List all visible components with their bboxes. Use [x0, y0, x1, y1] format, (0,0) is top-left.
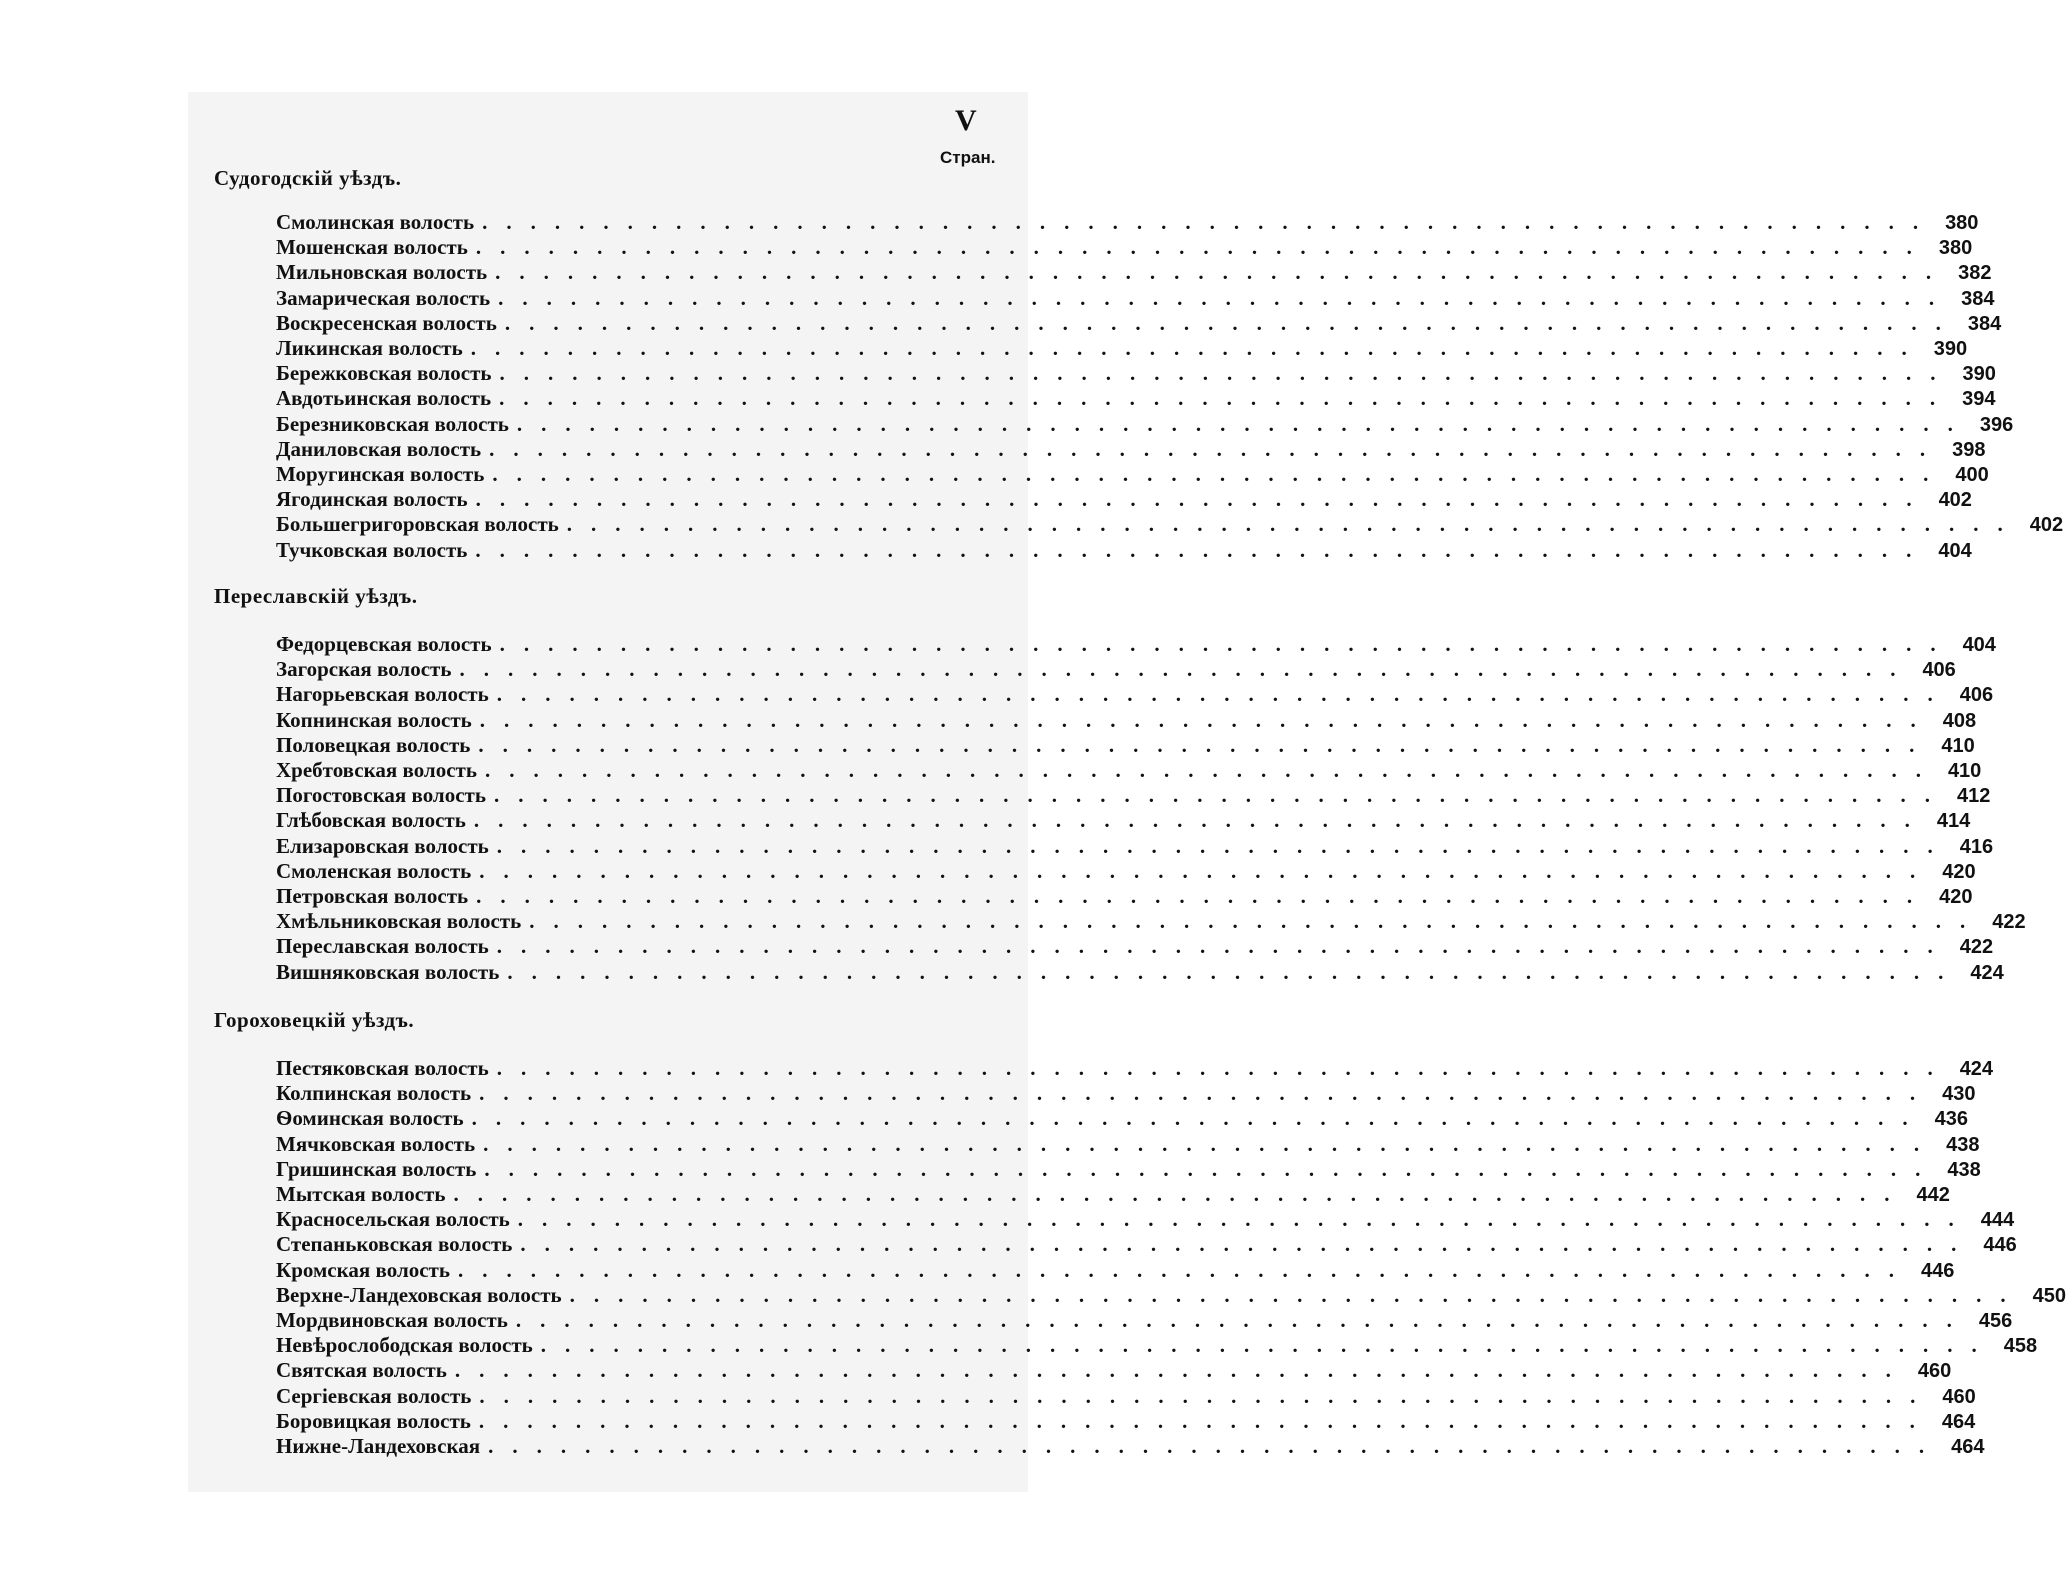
entry-page: 436	[1934, 1108, 1968, 1131]
toc-entry	[276, 1358, 1952, 1384]
toc-entry	[276, 310, 2002, 337]
leader-dots: ............................................................	[489, 436, 1945, 461]
entry-page: 402	[2029, 514, 2064, 537]
entry-page: 390	[1962, 363, 1996, 386]
entry-page: 420	[1942, 860, 1976, 883]
leader-dots: ............................................................	[483, 1131, 1939, 1156]
entry-name: Пестяковская волость	[276, 1056, 489, 1080]
entry-name: Ягодинская волость	[276, 487, 468, 512]
toc-entry	[276, 1257, 1955, 1284]
entry-name: Воскресенская волость	[276, 310, 497, 335]
leader-dots: ............................................................	[482, 210, 1938, 234]
entry-page: 406	[1922, 659, 1956, 682]
leader-dots: ............................................................	[479, 707, 1935, 732]
entry-name: Глѣбовская волость	[276, 808, 466, 833]
entry-name: Мордвиновская волость	[276, 1308, 508, 1332]
entry-name: Святская волость	[276, 1358, 447, 1383]
leader-dots: ............................................................	[496, 934, 1952, 959]
leader-dots: ............................................................	[493, 783, 1949, 808]
leader-dots: ............................................................	[516, 411, 1972, 436]
toc-entry	[276, 1232, 2017, 1258]
leader-dots: ............................................................	[473, 808, 1929, 833]
toc-entry	[276, 1056, 1994, 1082]
section-title: Переславскій уѣздъ.	[214, 584, 418, 608]
entry-name: Петровская волость	[276, 884, 469, 908]
entry-page: 442	[1916, 1184, 1950, 1206]
toc-entry	[276, 235, 1973, 261]
entry-name: Нагорьевская волость	[276, 682, 489, 707]
toc-entry	[276, 1308, 2013, 1334]
entry-page: 416	[1959, 835, 1994, 858]
entry-page: 458	[2003, 1335, 2038, 1358]
leader-dots: ............................................................	[476, 884, 1932, 908]
toc-entry	[276, 707, 1977, 734]
entry-page: 444	[1980, 1209, 2015, 1232]
entry-name: Ѳоминская волость	[276, 1106, 464, 1131]
entry-name: Гришинская волость	[276, 1156, 477, 1181]
leader-dots: ............................................................	[520, 1232, 1976, 1257]
toc-entry	[276, 934, 1994, 960]
entry-page: 438	[1946, 1133, 1980, 1156]
entry-page: 424	[1959, 1058, 1994, 1080]
entry-name: Замарическая волость	[276, 285, 491, 310]
leader-dots: ............................................................	[540, 1333, 1996, 1358]
toc-entry	[276, 1383, 1976, 1410]
toc-entry	[276, 783, 1991, 809]
toc-entry	[276, 1408, 1976, 1435]
leader-dots: ............................................................	[566, 512, 2022, 537]
entry-page: 422	[1992, 911, 2026, 934]
toc-entry	[276, 884, 1973, 910]
leader-dots: ............................................................	[454, 1358, 1910, 1383]
entry-page: 446	[1920, 1259, 1955, 1282]
toc-entry	[276, 436, 1986, 463]
entry-name: Переславская волость	[276, 934, 489, 959]
entry-name: Даниловская волость	[276, 436, 482, 461]
entry-page: 402	[1938, 489, 1972, 512]
entry-page: 406	[1959, 684, 1994, 707]
toc-entry	[276, 682, 1994, 708]
toc-entry	[276, 959, 2004, 986]
leader-dots: ............................................................	[453, 1182, 1909, 1206]
entry-name: Красносельская волость	[276, 1207, 510, 1232]
toc-entry	[276, 858, 1976, 885]
toc-entry	[276, 833, 1994, 860]
leader-dots: ............................................................	[504, 310, 1960, 335]
toc-entry	[276, 361, 1996, 387]
leader-dots: ............................................................	[459, 657, 1915, 682]
leader-dots: ............................................................	[515, 1308, 1971, 1332]
toc-entry	[276, 632, 1996, 658]
toc-entry	[276, 657, 1956, 683]
toc-entry	[276, 808, 1971, 834]
toc-entry	[276, 1131, 1980, 1158]
entry-page: 412	[1956, 785, 1991, 808]
leader-dots: ............................................................	[484, 758, 1940, 782]
toc-entry	[276, 1333, 2038, 1359]
entry-name: Хребтовская волость	[276, 758, 477, 782]
entry-page: 422	[1959, 936, 1994, 959]
section-title: Судогодскій уѣздъ.	[214, 166, 402, 190]
entry-name: Березниковская волость	[276, 411, 509, 436]
entry-page: 384	[1961, 287, 1995, 310]
leader-dots: ............................................................	[496, 1056, 1952, 1080]
entry-page: 438	[1947, 1158, 1981, 1181]
entry-page: 460	[1917, 1360, 1952, 1383]
leader-dots: ............................................................	[475, 537, 1931, 562]
toc-entry	[276, 1434, 1985, 1460]
entry-page: 410	[1947, 760, 1982, 782]
leader-dots: ............................................................	[479, 1081, 1935, 1106]
toc-entry	[276, 386, 1996, 412]
entry-page: 410	[1941, 734, 1975, 757]
leader-dots: ............................................................	[479, 858, 1935, 883]
entry-page: 394	[1962, 388, 1996, 411]
leader-dots: ............................................................	[517, 1207, 1973, 1232]
entry-page: 404	[1962, 634, 1996, 656]
entry-page: 424	[1970, 961, 2004, 984]
entry-name: Сергіевская волость	[276, 1383, 472, 1408]
entry-page: 398	[1952, 438, 1986, 461]
toc-entry	[276, 1106, 1968, 1132]
leader-dots: ............................................................	[499, 632, 1955, 656]
entry-page: 390	[1933, 338, 1968, 360]
entry-page: 450	[2032, 1284, 2066, 1307]
entry-page: 464	[1951, 1436, 1985, 1458]
entry-page: 414	[1936, 810, 1971, 833]
entry-name: Смолинская волость	[276, 210, 475, 234]
toc-entry	[276, 537, 1972, 564]
entry-name: Тучковская волость	[276, 537, 468, 562]
entry-name: Невѣрослободская волость	[276, 1333, 533, 1358]
entry-name: Большегригоровская волость	[276, 512, 559, 537]
leader-dots: ............................................................	[492, 462, 1948, 486]
entry-page: 456	[1978, 1310, 2013, 1332]
leader-dots: ............................................................	[498, 285, 1954, 310]
entry-name: Копнинская волость	[276, 707, 472, 732]
leader-dots: ............................................................	[475, 487, 1931, 512]
leader-dots: ............................................................	[495, 260, 1951, 285]
entry-name: Мытская волость	[276, 1182, 446, 1206]
entry-name: Хмѣльниковская волость	[276, 909, 522, 934]
entry-page: 396	[1979, 413, 2014, 436]
leader-dots: ............................................................	[488, 1434, 1944, 1458]
leader-dots: ............................................................	[478, 732, 1934, 757]
leader-dots: ............................................................	[475, 235, 1931, 260]
leader-dots: ............................................................	[496, 682, 1952, 707]
leader-dots: ............................................................	[499, 361, 1955, 386]
leader-dots: ............................................................	[457, 1257, 1913, 1282]
page-number: V	[955, 104, 977, 137]
leader-dots: ............................................................	[471, 1106, 1927, 1131]
entry-name: Бережковская волость	[276, 361, 492, 386]
toc-entry	[276, 260, 1992, 286]
toc-entry	[276, 411, 2014, 438]
toc-entry	[276, 210, 1979, 236]
toc-entry	[276, 285, 1995, 312]
entry-page: 382	[1958, 262, 1992, 285]
toc-entry	[276, 1182, 1950, 1208]
entry-name: Елизаровская волость	[276, 833, 489, 858]
entry-name: Моругинская волость	[276, 462, 485, 486]
section-title: Гороховецкій уѣздъ.	[214, 1008, 415, 1032]
entry-page: 446	[1983, 1234, 2017, 1257]
leader-dots: ............................................................	[529, 909, 1985, 934]
entry-name: Погостовская волость	[276, 783, 486, 808]
entry-name: Загорская волость	[276, 657, 452, 682]
page-column-label: Стран.	[940, 148, 996, 167]
entry-page: 380	[1945, 212, 1979, 234]
toc-entry	[276, 1156, 1981, 1183]
toc-entry	[276, 512, 2064, 538]
entry-page: 460	[1942, 1385, 1976, 1408]
leader-dots: ............................................................	[484, 1156, 1940, 1181]
leader-dots: ............................................................	[507, 959, 1963, 984]
entry-name: Федорцевская волость	[276, 632, 492, 656]
entry-name: Мячковская волость	[276, 1131, 476, 1156]
toc-entry	[276, 487, 1972, 513]
entry-page: 384	[1967, 312, 2002, 335]
entry-name: Половецкая волость	[276, 732, 471, 757]
entry-name: Мошенская волость	[276, 235, 468, 260]
leader-dots: ............................................................	[479, 1383, 1935, 1408]
entry-page: 380	[1938, 237, 1973, 260]
leader-dots: ............................................................	[499, 386, 1955, 411]
toc-entry	[276, 1282, 2066, 1309]
entry-page: 430	[1942, 1083, 1976, 1106]
toc-entry	[276, 909, 2026, 935]
entry-name: Смоленская волость	[276, 858, 472, 883]
leader-dots: ............................................................	[496, 833, 1952, 858]
entry-page: 464	[1941, 1410, 1976, 1433]
entry-name: Вишняковская волость	[276, 959, 500, 984]
entry-name: Мильновская волость	[276, 260, 488, 285]
toc-entry	[276, 336, 1968, 362]
leader-dots: ............................................................	[470, 336, 1926, 360]
entry-name: Ликинская волость	[276, 336, 463, 360]
leader-dots: ............................................................	[569, 1282, 2025, 1307]
entry-page: 420	[1939, 886, 1973, 908]
entry-page: 400	[1955, 464, 1989, 486]
entry-page: 408	[1942, 709, 1977, 732]
entry-page: 404	[1938, 539, 1972, 562]
toc-entry	[276, 758, 1982, 784]
entry-name: Колпинская волость	[276, 1081, 472, 1106]
entry-name: Степаньковская волость	[276, 1232, 513, 1257]
entry-name: Верхне-Ландеховская волость	[276, 1282, 562, 1307]
toc-entry	[276, 462, 1989, 488]
toc-entry	[276, 732, 1975, 759]
leader-dots: ............................................................	[478, 1408, 1934, 1433]
entry-name: Авдотьинская волость	[276, 386, 492, 411]
toc-entry	[276, 1207, 2015, 1233]
entry-name: Кромская волость	[276, 1257, 450, 1282]
entry-name: Нижне-Ландеховская	[276, 1434, 481, 1458]
entry-name: Боровицкая волость	[276, 1408, 471, 1433]
toc-entry	[276, 1081, 1976, 1107]
